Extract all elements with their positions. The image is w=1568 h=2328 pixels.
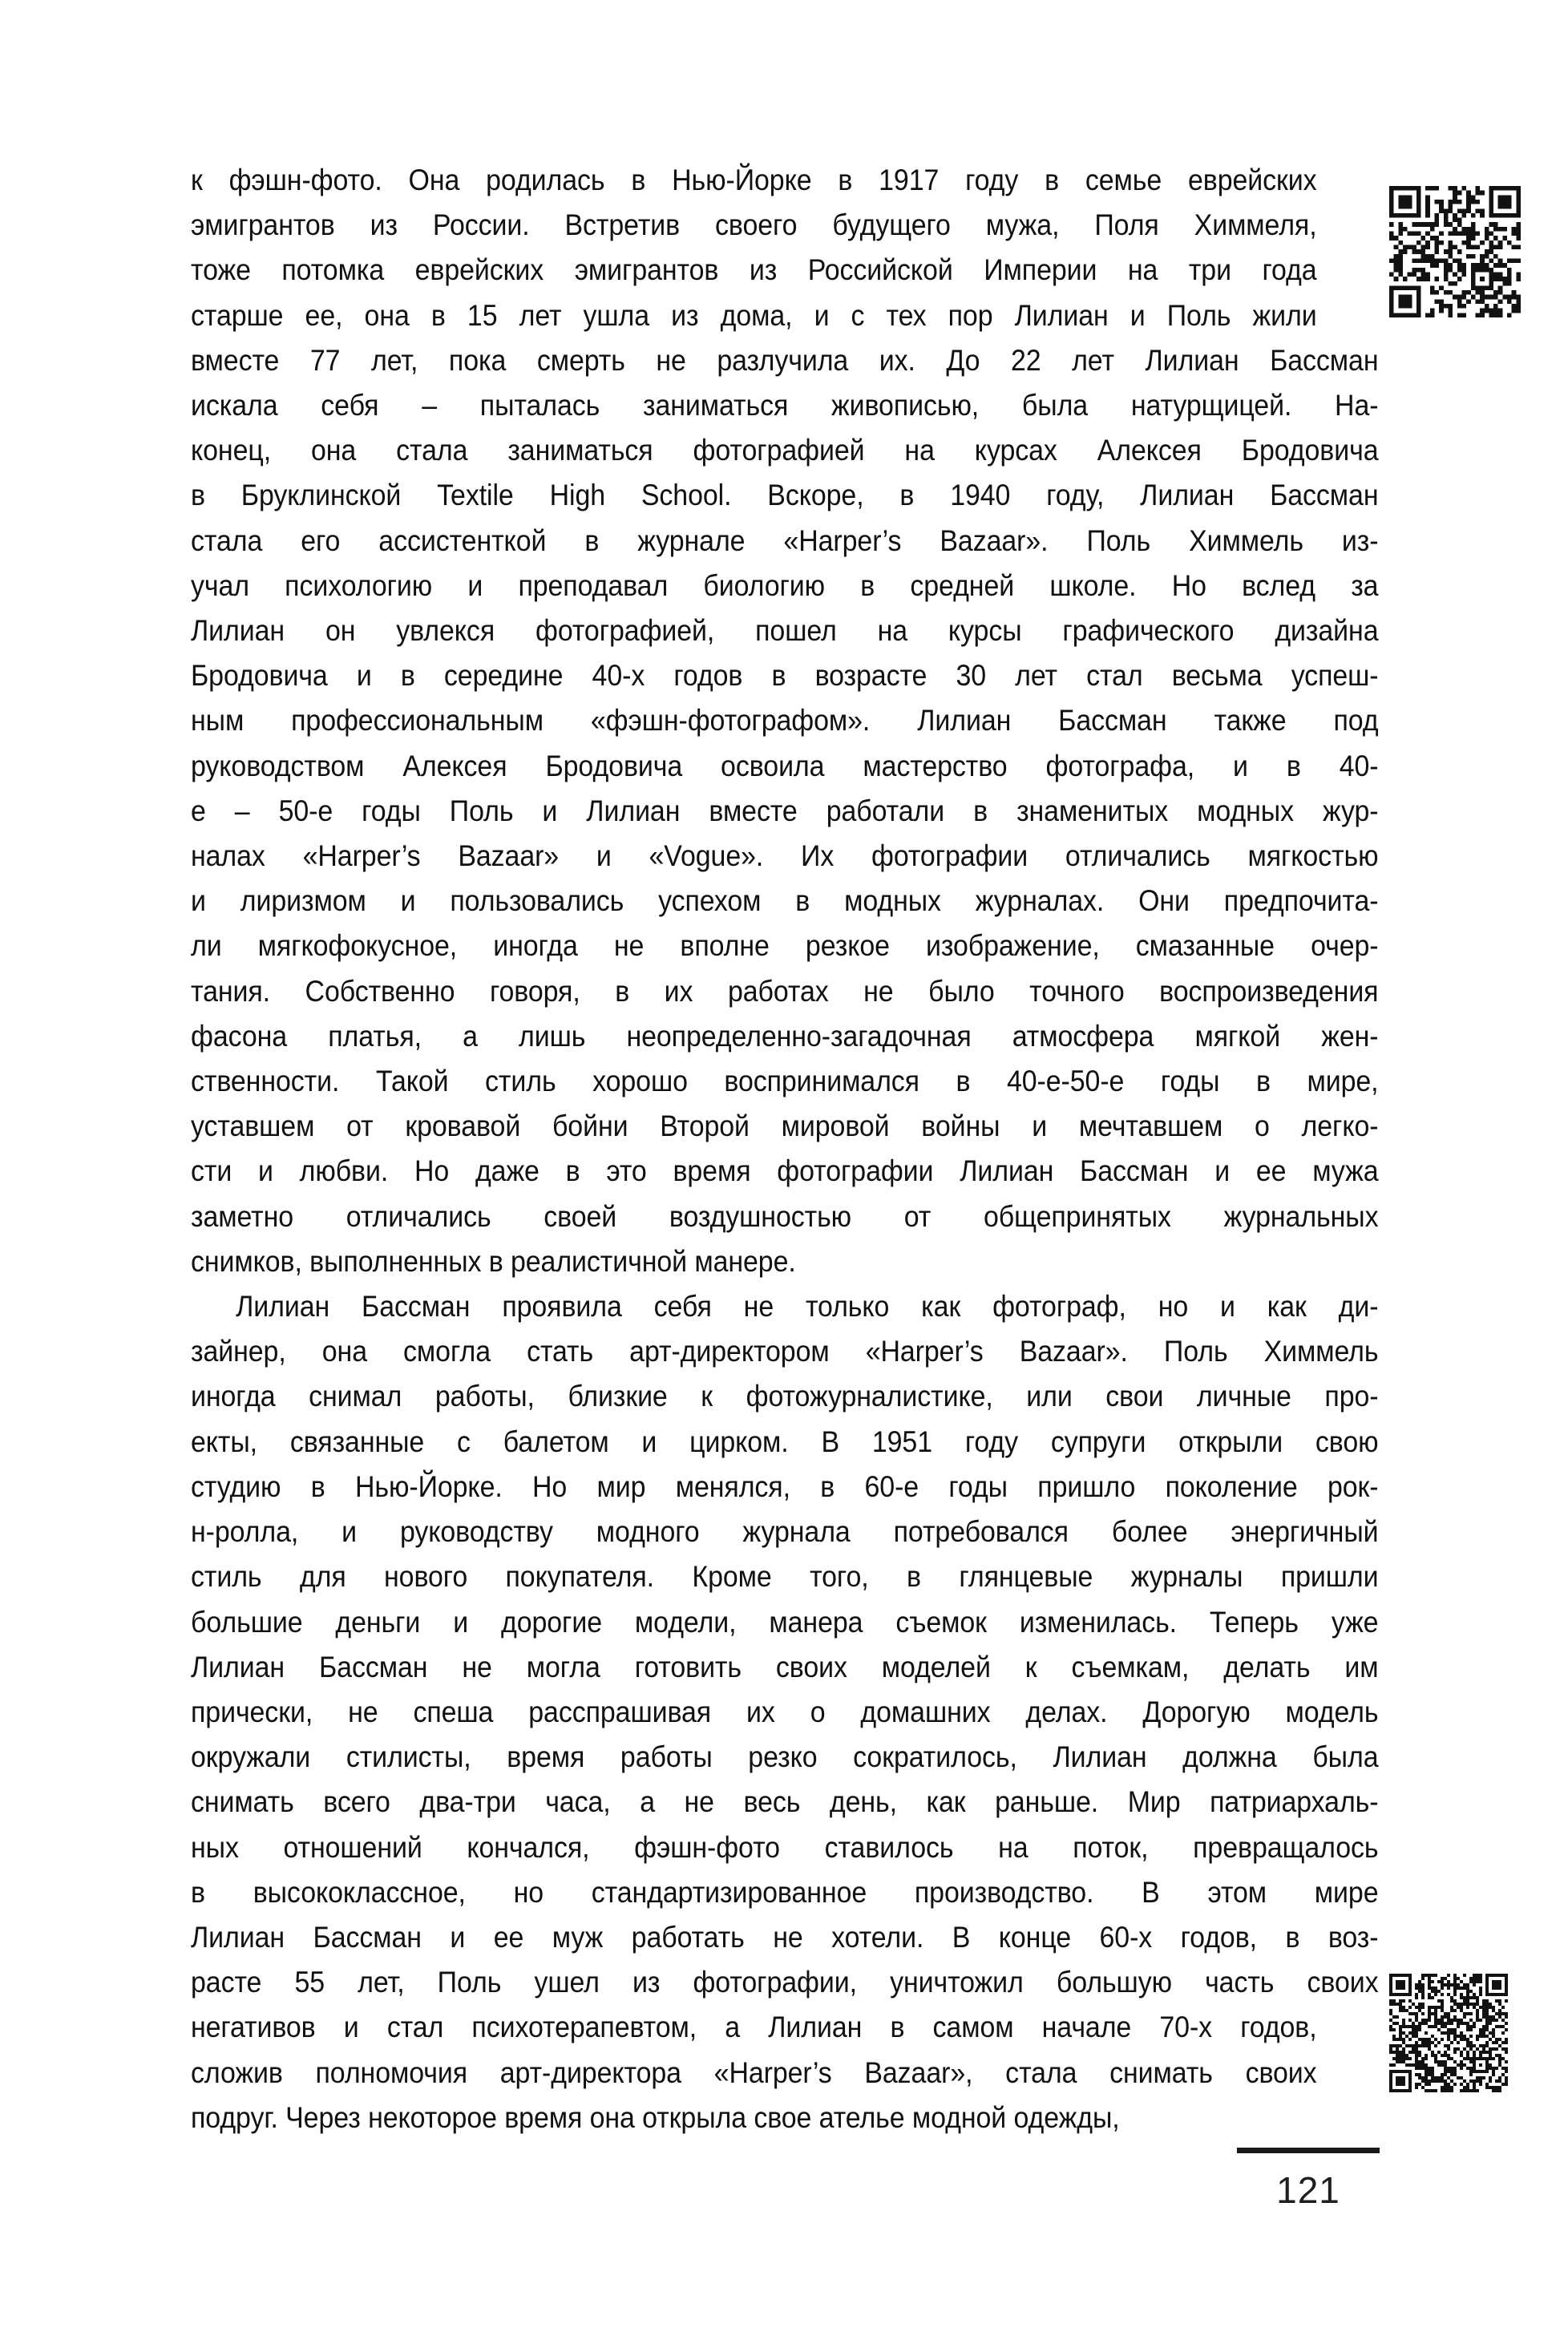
text-line: зайнер, она смогла стать арт-директором «Harper’s Bazaar». Поль Химмель [191, 1334, 1379, 1368]
page-number: 121 [1276, 2169, 1340, 2211]
text-line: расте 55 лет, Поль ушел из фотографии, уничтожил большую часть своих [191, 1965, 1379, 1999]
text-line: тания. Собственно говоря, в их работах не было точного воспроизведения [191, 973, 1379, 1008]
text-line: Лилиан Бассман не могла готовить своих моделей к съемкам, делать им [191, 1649, 1379, 1683]
paragraph [191, 157, 1378, 1283]
paragraph [191, 1283, 1378, 2140]
text-line: Лилиан Бассман проявила себя не только как фотограф, но и как ди- [236, 1289, 1379, 1324]
text-line: сложив полномочия арт-директора «Harper’s Bazaar», стала снимать своих [191, 2055, 1317, 2089]
text-line: стала его ассистенткой в журнале «Harper’s Bazaar». Поль Химмель из- [191, 523, 1379, 557]
text-line: иногда снимал работы, близкие к фотожурналистике, или свои личные про- [191, 1379, 1379, 1413]
text-line: Бродовича и в середине 40-х годов в возрасте 30 лет стал весьма успеш- [191, 658, 1379, 693]
text-line: негативов и стал психотерапевтом, а Лилиан в самом начале 70-х годов, [191, 2010, 1317, 2044]
text-line: снимать всего два-три часа, а не весь день, как раньше. Мир патриархаль- [191, 1784, 1379, 1819]
text-line: е – 50-е годы Поль и Лилиан вместе работали в знаменитых модных жур- [191, 793, 1379, 827]
text-line: стиль для нового покупателя. Кроме того, в глянцевые журналы пришли [191, 1559, 1379, 1594]
text-line: учал психологию и преподавал биологию в средней школе. Но вслед за [191, 568, 1379, 602]
text-line: тоже потомка еврейских эмигрантов из Российской Империи на три года [191, 253, 1317, 287]
text-line: руководством Алексея Бродовича освоила мастерство фотографа, и в 40- [191, 748, 1379, 782]
text-line: ственности. Такой стиль хорошо воспринимался в 40-е-50-е годы в мире, [191, 1064, 1379, 1098]
text-line: в Бруклинской Textile High School. Вскоре, в 1940 году, Лилиан Бассман [191, 478, 1379, 512]
body-text-column [191, 157, 1378, 2140]
text-line: Лилиан Бассман и ее муж работать не хотели. В конце 60-х годов, в воз- [191, 1919, 1379, 1954]
text-line: подруг. Через некоторое время она открыла свое ателье модной одежды, [191, 2100, 1120, 2134]
text-line: снимков, выполненных в реалистичной манере. [191, 1243, 796, 1278]
text-line: ных отношений кончался, фэшн-фото ставилось на поток, превращалось [191, 1829, 1379, 1864]
text-line: и лиризмом и пользовались успехом в модных журналах. Они предпочита- [191, 883, 1379, 918]
text-line: заметно отличались своей воздушностью от общепринятых журнальных [191, 1198, 1379, 1233]
text-line: Лилиан он увлекся фотографией, пошел на курсы графического дизайна [191, 613, 1379, 648]
text-line: искала себя – пыталась заниматься живописью, была натурщицей. На- [191, 388, 1379, 422]
text-line: налах «Harper’s Bazaar» и «Vogue». Их фотографии отличались мягкостью [191, 839, 1379, 873]
text-line: екты, связанные с балетом и цирком. В 1951 году супруги открыли свою [191, 1424, 1379, 1458]
text-line: конец, она стала заниматься фотографией на курсах Алексея Бродовича [191, 433, 1379, 467]
text-line: ли мягкофокусное, иногда не вполне резкое изображение, смазанные очер- [191, 928, 1379, 963]
qr-code-icon [1389, 1974, 1508, 2092]
text-line: н-ролла, и руководству модного журнала потребовался более энергичный [191, 1514, 1379, 1549]
text-line: студию в Нью-Йорке. Но мир менялся, в 60-е годы пришло поколение рок- [191, 1469, 1379, 1503]
text-line: эмигрантов из России. Встретив своего будущего мужа, Поля Химмеля, [191, 208, 1317, 242]
text-line: в высококлассное, но стандартизированное производство. В этом мире [191, 1874, 1379, 1909]
text-line: сти и любви. Но даже в это время фотографии Лилиан Бассман и ее мужа [191, 1154, 1379, 1188]
footer-divider [1237, 2148, 1380, 2153]
text-line: к фэшн-фото. Она родилась в Нью-Йорке в 1917 году в семье еврейских [191, 163, 1317, 196]
qr-code-top-right-graphic [1389, 186, 1521, 317]
text-line: большие деньги и дорогие модели, манера съемок изменилась. Теперь уже [191, 1604, 1379, 1639]
text-line: окружали стилисты, время работы резко сократилось, Лилиан должна была [191, 1740, 1379, 1774]
text-line: уставшем от кровавой бойни Второй мировой войны и мечтавшем о легко- [191, 1109, 1379, 1143]
text-line: старше ее, она в 15 лет ушла из дома, и с тех пор Лилиан и Поль жили [191, 297, 1317, 332]
text-line: фасона платья, а лишь неопределенно-загадочная атмосфера мягкой жен- [191, 1018, 1379, 1053]
qr-code-bottom-right-graphic [1389, 1974, 1508, 2092]
text-line: вместе 77 лет, пока смерть не разлучила их. До 22 лет Лилиан Бассман [191, 342, 1379, 377]
qr-code-icon [1389, 186, 1521, 317]
text-line: прически, не спеша расспрашивая их о домашних делах. Дорогую модель [191, 1694, 1379, 1728]
text-line: ным профессиональным «фэшн-фотографом». Лилиан Бассман также под [191, 703, 1379, 738]
